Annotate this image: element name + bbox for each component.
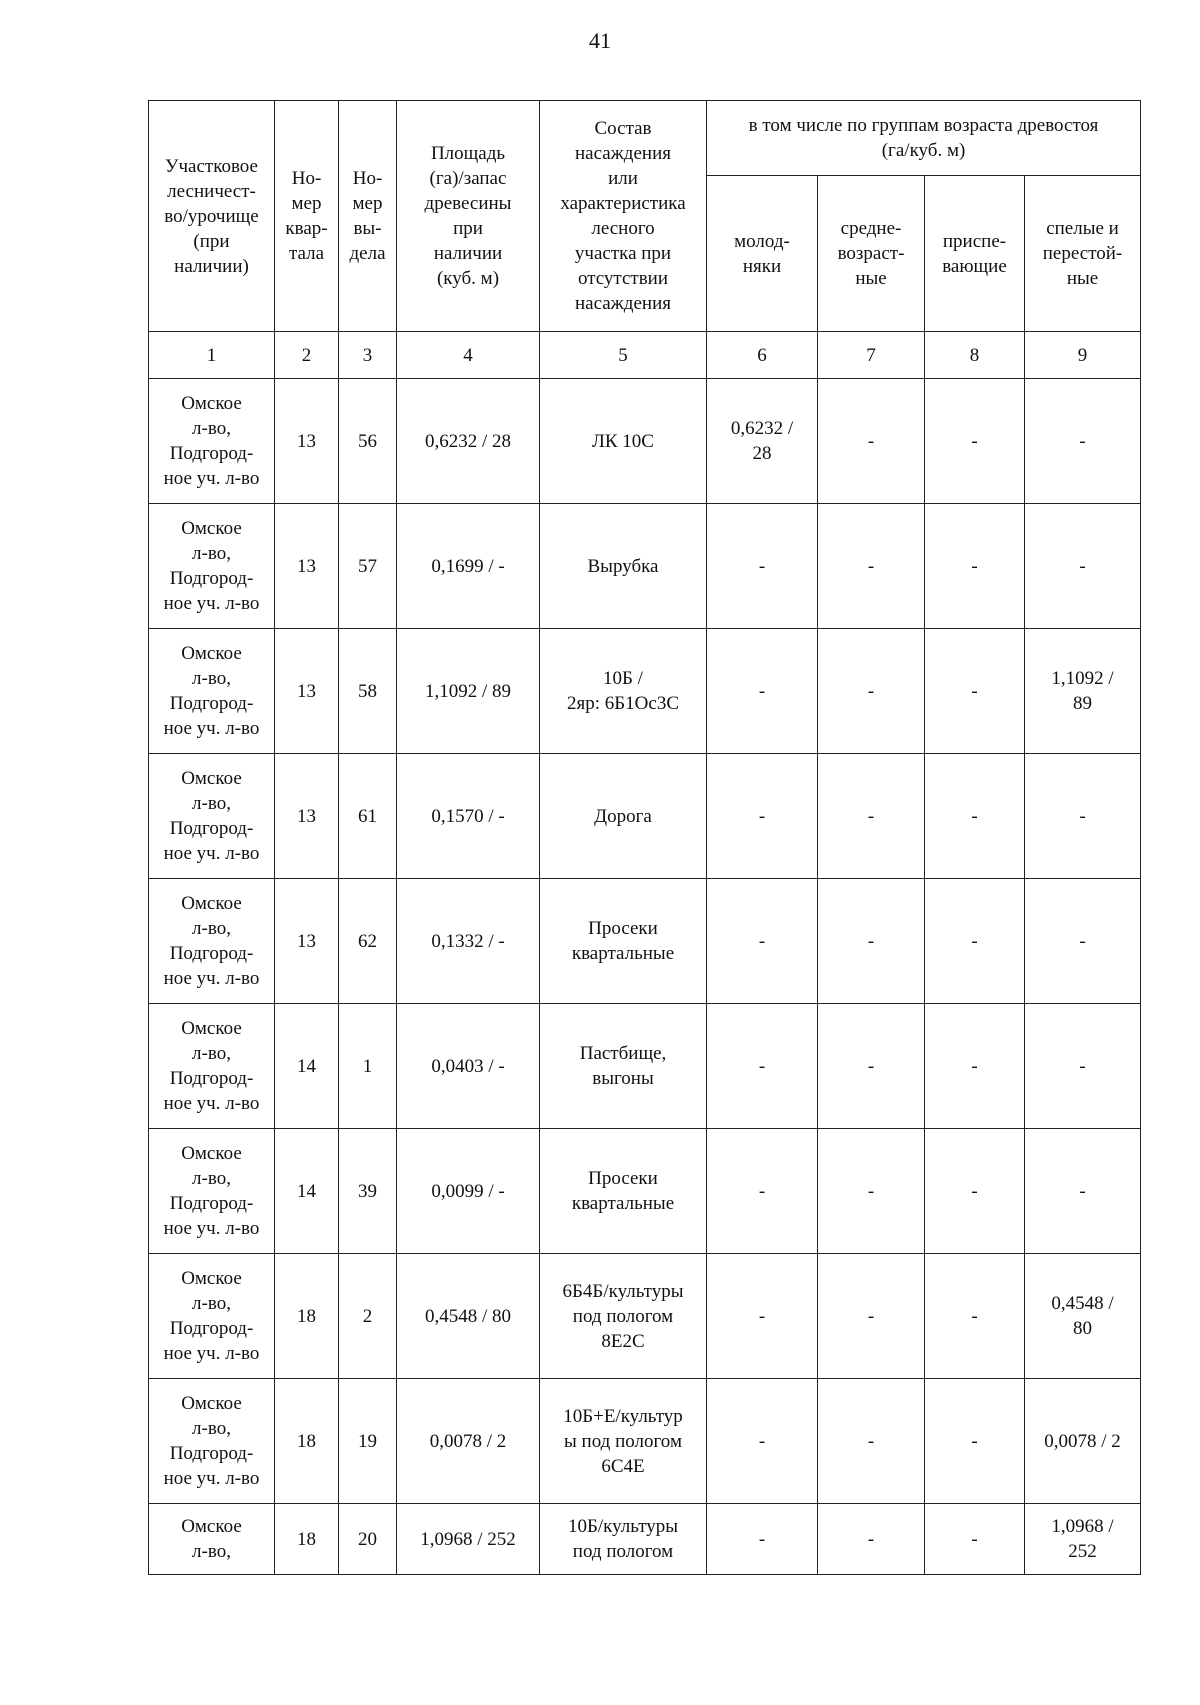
cell-young: -	[707, 1504, 818, 1575]
header-row	[149, 101, 1141, 176]
cell-section: 19	[339, 1379, 397, 1504]
cell-maturing: -	[925, 379, 1025, 504]
cell-section: 62	[339, 879, 397, 1004]
cell-mature: -	[1025, 1004, 1141, 1129]
cell-mature: 0,4548 / 80	[1025, 1254, 1141, 1379]
cell-middle-aged: -	[818, 879, 925, 1004]
cell-section: 61	[339, 754, 397, 879]
cell-maturing: -	[925, 1254, 1025, 1379]
page-number: 41	[589, 28, 611, 53]
header-area: Площадь (га)/запас древесины при наличии (куб. м)	[397, 101, 540, 332]
cell-middle-aged: -	[818, 379, 925, 504]
cell-quarter: 14	[275, 1129, 339, 1254]
cell-district: Омское л-во, Подгород- ное уч. л-во	[149, 629, 275, 754]
cell-composition: 10Б/культуры под пологом	[540, 1504, 707, 1575]
cell-young: 0,6232 / 28	[707, 379, 818, 504]
cell-composition: ЛК 10С	[540, 379, 707, 504]
cell-maturing: -	[925, 1004, 1025, 1129]
cell-young: -	[707, 1129, 818, 1254]
cell-district: Омское л-во, Подгород- ное уч. л-во	[149, 754, 275, 879]
cell-quarter: 13	[275, 379, 339, 504]
cell-mature: -	[1025, 754, 1141, 879]
cell-composition: 10Б / 2яр: 6Б1Ос3С	[540, 629, 707, 754]
cell-district: Омское л-во,	[149, 1504, 275, 1575]
header-maturing: приспе- вающие	[925, 176, 1025, 332]
table-row	[149, 379, 1141, 504]
table-row	[149, 1254, 1141, 1379]
cell-section: 2	[339, 1254, 397, 1379]
table-row	[149, 1504, 1141, 1575]
cell-maturing: -	[925, 1129, 1025, 1254]
cell-young: -	[707, 754, 818, 879]
cell-composition: Просеки квартальные	[540, 1129, 707, 1254]
cell-area: 0,4548 / 80	[397, 1254, 540, 1379]
cell-district: Омское л-во, Подгород- ное уч. л-во	[149, 1254, 275, 1379]
table-row	[149, 629, 1141, 754]
cell-area: 1,1092 / 89	[397, 629, 540, 754]
cell-district: Омское л-во, Подгород- ное уч. л-во	[149, 1004, 275, 1129]
cell-middle-aged: -	[818, 1504, 925, 1575]
cell-district: Омское л-во, Подгород- ное уч. л-во	[149, 504, 275, 629]
cell-young: -	[707, 1254, 818, 1379]
cell-area: 0,0403 / -	[397, 1004, 540, 1129]
column-number: 3	[339, 332, 397, 379]
header-quarter: Но- мер квар- тала	[275, 101, 339, 332]
cell-young: -	[707, 629, 818, 754]
cell-area: 0,0099 / -	[397, 1129, 540, 1254]
cell-section: 57	[339, 504, 397, 629]
cell-quarter: 14	[275, 1004, 339, 1129]
header-age-groups: в том числе по группам возраста древостоя (га/куб. м)	[707, 101, 1141, 176]
cell-composition: 6Б4Б/культуры под пологом 8Е2С	[540, 1254, 707, 1379]
column-number: 4	[397, 332, 540, 379]
cell-quarter: 13	[275, 879, 339, 1004]
table-row	[149, 504, 1141, 629]
cell-mature: 1,0968 / 252	[1025, 1504, 1141, 1575]
cell-quarter: 18	[275, 1504, 339, 1575]
table-row	[149, 879, 1141, 1004]
cell-area: 0,6232 / 28	[397, 379, 540, 504]
cell-young: -	[707, 879, 818, 1004]
header-district: Участковое лесничест- во/урочище (при наличии)	[149, 101, 275, 332]
cell-quarter: 13	[275, 504, 339, 629]
table-row	[149, 1004, 1141, 1129]
cell-composition: Дорога	[540, 754, 707, 879]
forest-plots-table	[148, 100, 1141, 1575]
cell-section: 1	[339, 1004, 397, 1129]
header-young: молод- няки	[707, 176, 818, 332]
header-section: Но- мер вы- дела	[339, 101, 397, 332]
cell-mature: 0,0078 / 2	[1025, 1379, 1141, 1504]
cell-young: -	[707, 504, 818, 629]
table-row	[149, 1379, 1141, 1504]
column-number: 1	[149, 332, 275, 379]
cell-district: Омское л-во, Подгород- ное уч. л-во	[149, 879, 275, 1004]
column-number-row	[149, 332, 1141, 379]
cell-area: 0,1332 / -	[397, 879, 540, 1004]
cell-area: 0,1570 / -	[397, 754, 540, 879]
column-number: 9	[1025, 332, 1141, 379]
cell-mature: 1,1092 / 89	[1025, 629, 1141, 754]
cell-middle-aged: -	[818, 1004, 925, 1129]
cell-section: 56	[339, 379, 397, 504]
cell-middle-aged: -	[818, 1254, 925, 1379]
cell-young: -	[707, 1379, 818, 1504]
cell-composition: 10Б+Е/культур ы под пологом 6С4Е	[540, 1379, 707, 1504]
column-number: 7	[818, 332, 925, 379]
cell-district: Омское л-во, Подгород- ное уч. л-во	[149, 379, 275, 504]
cell-composition: Вырубка	[540, 504, 707, 629]
cell-quarter: 13	[275, 754, 339, 879]
cell-maturing: -	[925, 879, 1025, 1004]
cell-maturing: -	[925, 629, 1025, 754]
table-row	[149, 1129, 1141, 1254]
cell-area: 0,1699 / -	[397, 504, 540, 629]
cell-middle-aged: -	[818, 1129, 925, 1254]
cell-mature: -	[1025, 379, 1141, 504]
cell-area: 0,0078 / 2	[397, 1379, 540, 1504]
column-number: 5	[540, 332, 707, 379]
cell-maturing: -	[925, 1504, 1025, 1575]
cell-composition: Просеки квартальные	[540, 879, 707, 1004]
cell-maturing: -	[925, 754, 1025, 879]
cell-middle-aged: -	[818, 754, 925, 879]
table-row	[149, 754, 1141, 879]
cell-mature: -	[1025, 504, 1141, 629]
cell-quarter: 18	[275, 1379, 339, 1504]
header-mature: спелые и перестой- ные	[1025, 176, 1141, 332]
column-number: 2	[275, 332, 339, 379]
cell-district: Омское л-во, Подгород- ное уч. л-во	[149, 1379, 275, 1504]
cell-maturing: -	[925, 1379, 1025, 1504]
column-number: 8	[925, 332, 1025, 379]
header-composition: Состав насаждения или характеристика лесного участка при отсутствии насаждения	[540, 101, 707, 332]
cell-section: 58	[339, 629, 397, 754]
header-middle-aged: средне- возраст- ные	[818, 176, 925, 332]
cell-section: 20	[339, 1504, 397, 1575]
cell-area: 1,0968 / 252	[397, 1504, 540, 1575]
cell-middle-aged: -	[818, 629, 925, 754]
cell-section: 39	[339, 1129, 397, 1254]
cell-mature: -	[1025, 1129, 1141, 1254]
cell-district: Омское л-во, Подгород- ное уч. л-во	[149, 1129, 275, 1254]
cell-composition: Пастбище, выгоны	[540, 1004, 707, 1129]
column-number: 6	[707, 332, 818, 379]
cell-quarter: 18	[275, 1254, 339, 1379]
cell-middle-aged: -	[818, 1379, 925, 1504]
cell-middle-aged: -	[818, 504, 925, 629]
cell-mature: -	[1025, 879, 1141, 1004]
cell-maturing: -	[925, 504, 1025, 629]
cell-quarter: 13	[275, 629, 339, 754]
cell-young: -	[707, 1004, 818, 1129]
